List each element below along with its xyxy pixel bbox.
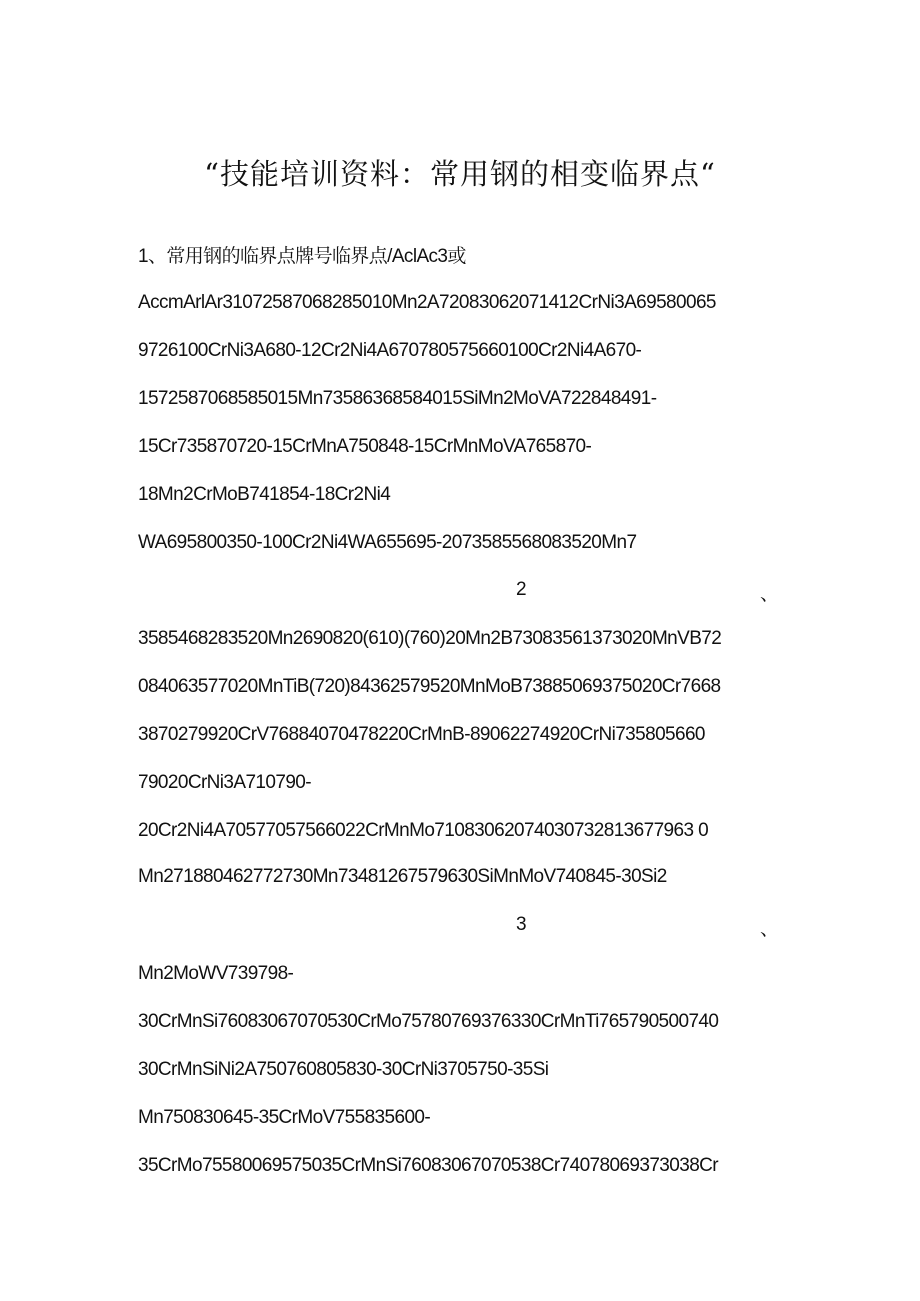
text-line: 9726100CrNi3A680-12Cr2Ni4A670780575660100Cr2Ni4A670- [138,340,642,361]
text-line: 1、常用钢的临界点牌号临界点/AclAc3或 [138,246,466,267]
text-line: Mn271880462772730Mn73481267579630SiMnMoV740845-30Si2 [138,866,667,887]
text-line: WA695800350-100Cr2Ni4WA655695-2073585568083520Mn7 [138,532,637,553]
text-line: 30CrMnSi76083067070530CrMo75780769376330CrMnTi765790500740 [138,1011,719,1032]
text-line: 18Mn2CrMoB741854-18Cr2Ni4 [138,484,391,505]
text-line: 3870279920CrV76884070478220CrMnB-89062274920CrNi735805660 [138,724,705,745]
text-line: 79020CrNi3A710790- [138,772,311,793]
enumeration-comma-mark: 、 [760,584,780,605]
text-line: 35CrMo75580069575035CrMnSi76083067070538Cr74078069373038Cr [138,1155,719,1176]
text-line: 30CrMnSiNi2A750760805830-30CrNi3705750-35Si [138,1059,549,1080]
text-line: 1572587068585015Mn73586368584015SiMn2MoVA722848491- [138,388,657,409]
document-title: “技能培训资料：常用钢的相变临界点“ [204,157,716,191]
page-number-marker: 2 [516,579,527,600]
text-line: 084063577020MnTiB(720)84362579520MnMoB73885069375020Cr7668 [138,676,721,697]
text-line: 3585468283520Mn2690820(610)(760)20Mn2B73083561373020MnVB72 [138,628,722,649]
page-number-marker: 3 [516,914,527,935]
text-line: Mn750830645-35CrMoV755835600- [138,1107,431,1128]
text-line: Mn2MoWV739798- [138,963,294,984]
enumeration-comma-mark: 、 [760,919,780,940]
text-line: 15Cr735870720-15CrMnA750848-15CrMnMoVA765870- [138,436,592,457]
text-line: AccmArlAr31072587068285010Mn2A72083062071412CrNi3A69580065 [138,292,716,313]
text-line: 20Cr2Ni4A70577057566022CrMnMo71083062074030732813677963 0 [138,820,709,841]
